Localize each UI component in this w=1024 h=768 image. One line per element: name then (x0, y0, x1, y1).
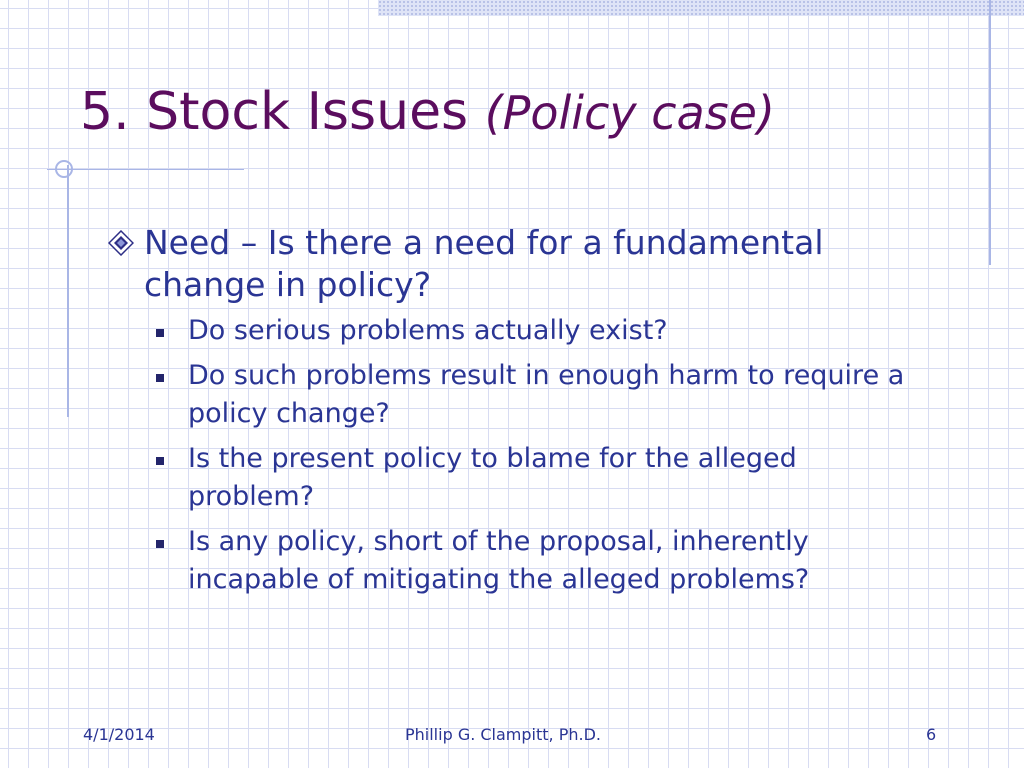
square-bullet-icon (156, 540, 164, 548)
sub-bullet-item (156, 440, 906, 516)
sub-bullet-text: Is the present policy to blame for the alleged problem? (188, 443, 797, 512)
sub-bullet-item (156, 523, 906, 599)
diamond-bullet-icon (108, 230, 134, 256)
sub-bullet-text: Do such problems result in enough harm to require a policy change? (188, 360, 905, 429)
footer-page-number: 6 (926, 725, 937, 744)
sub-bullet-list (156, 312, 906, 599)
square-bullet-icon (156, 329, 164, 337)
corner-circle-ornament (55, 160, 73, 178)
top-decorative-band (378, 0, 1024, 16)
title-main-text: 5. Stock Issues (80, 82, 485, 142)
main-bullet-text: Need – Is there a need for a fundamental change in policy? (144, 223, 824, 304)
footer-date: 4/1/2014 (83, 725, 155, 744)
slide-title (80, 84, 775, 141)
square-bullet-icon (156, 457, 164, 465)
footer-author: Phillip G. Clampitt, Ph.D. (405, 725, 601, 744)
left-accent-line (67, 165, 69, 417)
main-bullet (106, 222, 906, 306)
sub-bullet-text: Do serious problems actually exist? (188, 315, 668, 346)
right-accent-line (989, 0, 991, 265)
sub-bullet-item (156, 312, 906, 350)
slide-content (106, 222, 906, 606)
title-underline (47, 169, 244, 170)
sub-bullet-text: Is any policy, short of the proposal, inherently incapable of mitigating the alleged problems? (188, 526, 810, 595)
title-italic-text: (Policy case) (484, 86, 775, 140)
sub-bullet-item (156, 357, 906, 433)
square-bullet-icon (156, 374, 164, 382)
